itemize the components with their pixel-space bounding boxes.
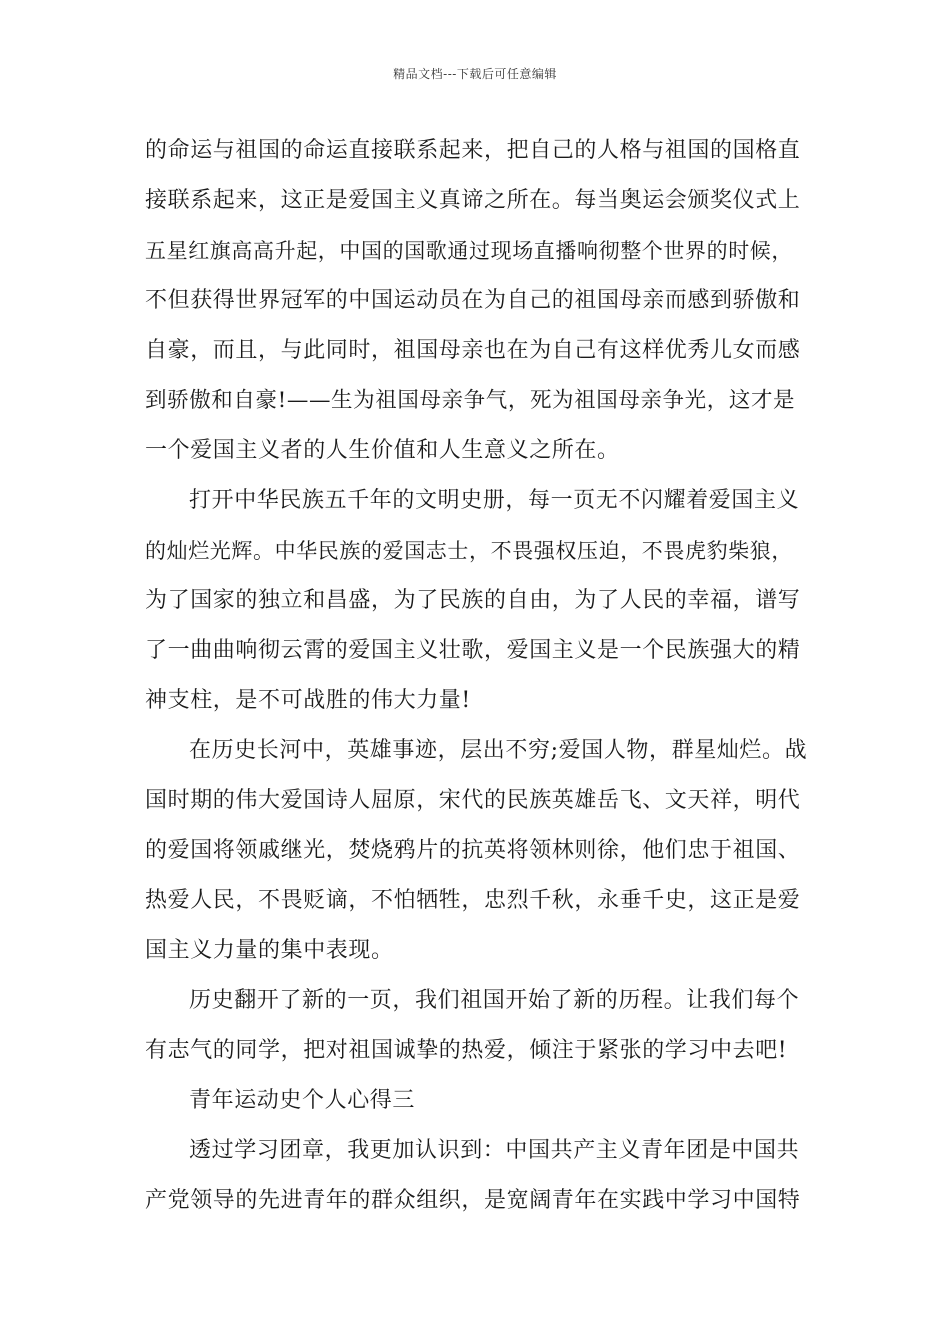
text-line: 五星红旗高高升起，中国的国歌通过现场直播响彻整个世界的时候，	[145, 239, 793, 263]
document-body	[145, 126, 807, 1226]
text-line: 一个爱国主义者的人生价值和人生意义之所在。	[145, 438, 620, 463]
text-line: 神支柱，是不可战胜的伟大力量!	[145, 688, 471, 713]
text-line: 为了国家的独立和昌盛，为了民族的自由，为了人民的幸福，谱写	[145, 588, 801, 613]
text-line: 自豪，而且，与此同时，祖国母亲也在为自己有这样优秀儿女而感	[145, 338, 801, 363]
text-line: 青年运动史个人心得三	[189, 1088, 416, 1113]
text-line: 热爱人民，不畏贬谪，不怕牺牲，忠烈千秋，永垂千史，这正是爱	[145, 888, 801, 913]
text-line: 打开中华民族五千年的文明史册，每一页无不闪耀着爱国主义	[189, 488, 800, 513]
text-line: 透过学习团章，我更加认识到：中国共产主义青年团是中国共	[189, 1138, 800, 1163]
text-line: 的爱国将领戚继光，焚烧鸦片的抗英将领林则徐，他们忠于祖国、	[145, 838, 801, 863]
text-line: 了一曲曲响彻云霄的爱国主义壮歌，爱国主义是一个民族强大的精	[145, 638, 801, 663]
text-line: 有志气的同学，把对祖国诚挚的热爱，倾注于紧张的学习中去吧!	[145, 1038, 788, 1063]
text-line: 历史翻开了新的一页，我们祖国开始了新的历程。让我们每个	[189, 988, 800, 1013]
text-line: 不但获得世界冠军的中国运动员在为自己的祖国母亲而感到骄傲和	[145, 288, 801, 313]
text-line: 在历史长河中，英雄事迹，层出不穷;爱国人物，群星灿烂。战	[189, 738, 808, 763]
text-line: 的灿烂光辉。中华民族的爱国志士，不畏强权压迫，不畏虎豹柴狼，	[145, 539, 793, 563]
page-header: 精品文档---下载后可任意编辑	[393, 67, 557, 81]
text-line: 国主义力量的集中表现。	[145, 938, 394, 963]
text-line: 到骄傲和自豪!——生为祖国母亲争气，死为祖国母亲争光，这才是	[145, 388, 796, 413]
text-line: 国时期的伟大爱国诗人屈原，宋代的民族英雄岳飞、文天祥，明代	[145, 788, 801, 813]
text-line: 的命运与祖国的命运直接联系起来，把自己的人格与祖国的国格直	[145, 138, 801, 163]
text-line: 接联系起来，这正是爱国主义真谛之所在。每当奥运会颁奖仪式上	[145, 188, 801, 213]
text-line: 产党领导的先进青年的群众组织，是宽阔青年在实践中学习中国特	[145, 1188, 801, 1213]
